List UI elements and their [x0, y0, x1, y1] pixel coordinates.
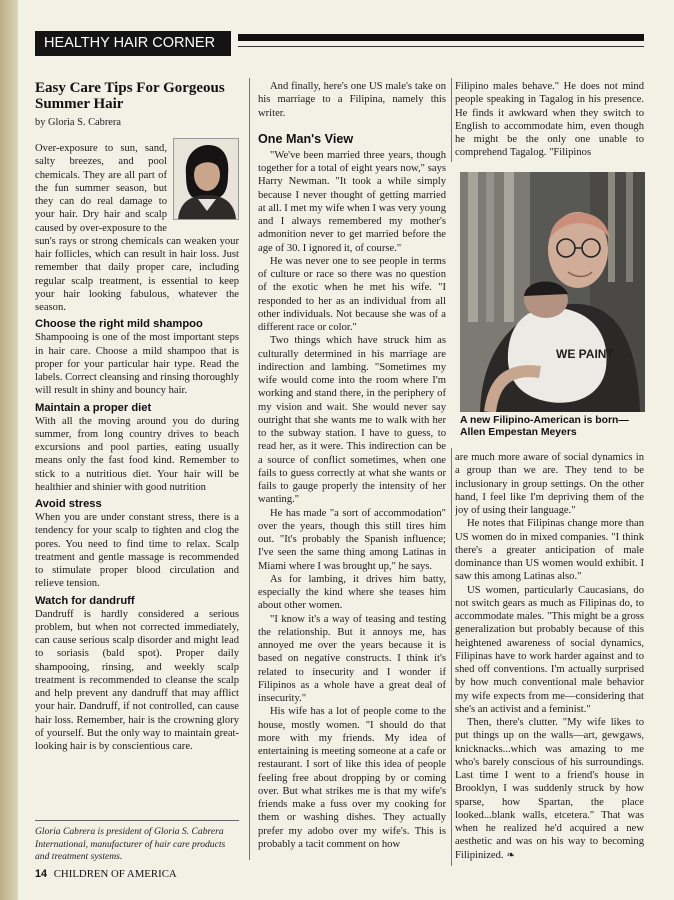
view-paragraph: [455, 716, 644, 862]
view-paragraph: As for lambing, it drives him batty, especially the kind where she teases him about other women.: [258, 573, 446, 612]
view-column-3-bottom: [455, 451, 644, 871]
section-body: When you are under constant stress, there is a tendency for your scalp to tighten and clog the pores. You need to find time to relax. Scalp treatment and gentle massage is recommended to stimulate proper blood circulation and relieve tension.: [35, 512, 239, 590]
family-photo: [460, 172, 645, 412]
page-number: 14: [35, 868, 48, 880]
view-paragraph: US women, particularly Caucasians, do not switch gears as much as Filipinas do, to accommodate males. "This might be a gross generalization but probably because of this heightened awareness of social dynamics, Filipinas have to work harder against and to shed off conventions. I'm actually surprised by how much conventional male behavior my wife expects from me—considering that she's an activist and a feminist.": [455, 584, 644, 715]
section-heading: Choose the right mild shampoo: [35, 318, 203, 331]
section-heading: Watch for dandruff: [35, 594, 135, 607]
author-portrait: [174, 139, 238, 219]
author-headshot: [173, 138, 239, 220]
end-mark-icon: ❧: [506, 849, 515, 861]
article-intro: Over-exposure to sun, sand, salty breezes, and pool chemicals. They are all part of the fun summer season, but they can do real damage to your hair. Dry hair and scalp caused by over-exposure to the sun's rays or strong chemicals can weaken your hair follicles, which can result in hair loss. Just remember that daily proper care, including regular scalp treatment, is essential to keep your hair looking fabulous, whatever the season.: [35, 143, 239, 313]
view-paragraph: He has made "a sort of accommodation" over the years, though this still tires him out. "It's probably the Spanish influence; I've seen the same thing among Latinas in Miami where I was brought up," he says.: [258, 507, 446, 572]
view-column-3-top: [455, 80, 644, 165]
section-body: Shampooing is one of the most important steps in hair care. Choose a mild shampoo that is proper for your particular hair type. Read the labels. Correct cleansing and rinsing thoroughly will result in shiny and bouncy hair.: [35, 332, 239, 397]
view-lead: And finally, here's one US male's take on his marriage to a Filipina, namely this writer.: [258, 81, 446, 119]
header-thin-rule: [238, 46, 644, 47]
view-paragraph: Filipino males behave." He does not mind people speaking in Tagalog in his presence. He finds it awkward when they switch to English to accommodate him, even though he might be the only one unable to comprehend Tagalog. "Filipinos: [455, 81, 644, 159]
author-credit: Gloria Cabrera is president of Gloria S. Cabrera International, manufacturer of hair care products and treatment systems.: [35, 820, 239, 864]
view-paragraph: He notes that Filipinas change more than US women do in mixed companies. "I think there's a greater anticipation of male dominance than US women would exhibit. I saw this among Latinas also.": [455, 518, 644, 583]
section-label: HEALTHY HAIR CORNER: [35, 31, 231, 56]
view-paragraph: He was never one to see people in terms of culture or race so there was no question of the exotic when he met his wife. "I responded to her as an individual from all other individuals. Not because she was of a different race or color.": [258, 255, 446, 333]
page-edge: [0, 0, 18, 900]
section-body: With all the moving around you do during summer, from long country drives to beach excursions and pool parties, eating usually means only the fast food kind. Remember to stick to a nutritious diet. Your hair will be healthier and shinier with good nutrition: [35, 415, 239, 493]
column-divider: [249, 78, 250, 860]
section-body: Dandruff is hardly considered a serious problem, but when not corrected immediately, can cause serious scalp disorder and might lead to soriasis (bald spot). Proper daily shampooing, rinsing, and weekly scalp treatment is recommended to cleanse the scalp and help prevent any dandruff that may afflict your hair. Dandruff, if not controlled, can cause hair loss. Remember, hair is the crowning glory of yourself. But the only way to maintain great-looking hair is by conscientious care.: [35, 608, 239, 752]
hair-article: [35, 80, 239, 870]
column-divider: [451, 448, 452, 866]
article-title: Easy Care Tips For Gorgeous Summer Hair: [35, 80, 225, 112]
baby-shirt-text: WE PAINT: [556, 347, 614, 361]
photo-caption: A new Filipino-American is born—Allen Empestan Meyers: [460, 415, 629, 438]
view-column-2: [258, 80, 446, 865]
column-divider: [451, 78, 452, 162]
section-heading: Avoid stress: [35, 498, 102, 510]
view-paragraph: Two things which have struck him as culturally determined in his marriage are indirection and lambing. "Sometimes my wife would come into the room where I'm working and stand there, in the periphery of my vision and wait. She would never say outright that she wants me to walk with her to the subway station. I have to guess, to read her, as it were. This indirection can be a source of conflict sometimes, when one fails to guess correctly at what she wants or fails to gauge properly the intensity of her wanting.": [258, 335, 446, 506]
article-byline: by Gloria S. Cabrera: [35, 117, 121, 128]
view-paragraph: are much more aware of social dynamics in a group than we are. They tend to be inclusionary in group settings. On the other hand, I feel like I'm depriving them of the joy of using their language.": [455, 452, 644, 516]
section-heading: Maintain a proper diet: [35, 401, 152, 414]
view-heading: One Man's View: [258, 131, 354, 146]
view-paragraph: "I know it's a way of teasing and testing the relationship. But it annoys me, has annoyed me over the years because it is based on negative constructs. I think it's related to insecurity and I wonder if Filipinos as a whole have a great deal of insecurity.": [258, 613, 446, 704]
view-paragraph: "We've been married three years, though together for a total of eight years now," says Harry Newman. "It took a while simply because I never thought of getting married at all. I met my wife when I was very young and I always remembered my mother's admonition never to get married before the age of 30. I ignored it, of course.": [258, 149, 446, 254]
publication-name: CHILDREN OF AMERICA: [53, 868, 177, 880]
view-paragraph-text: Then, there's clutter. "My wife likes to put things up on the walls—art, gewgaws, knicknacks...which was amazing to me who's barely conscious of his surroundings. Last time I went to a friend's house in Brooklyn, I was suddenly struck by how sparse, how Spartan, the place looked...blank walls, etcetera." That was when he realized he'd acquired a new aesthetic and was on his way to becoming Filipinized.: [455, 717, 644, 861]
page-footer: [35, 868, 177, 880]
view-paragraph: His wife has a lot of people come to the house, mostly women. "I should do that more with my friends. My idea of entertaining is meeting someone at a cafe or restaurant. I sort of like this idea of people feeling free about dropping by or coming over. But what strikes me is that my wife's friends make a fuss over my cooking for them or washing dishes. They actually prefer my adobo over my wife's. This is probably a tacit comment on how: [258, 706, 446, 850]
father-baby-photo: [460, 172, 645, 412]
header-rule: [238, 34, 644, 41]
